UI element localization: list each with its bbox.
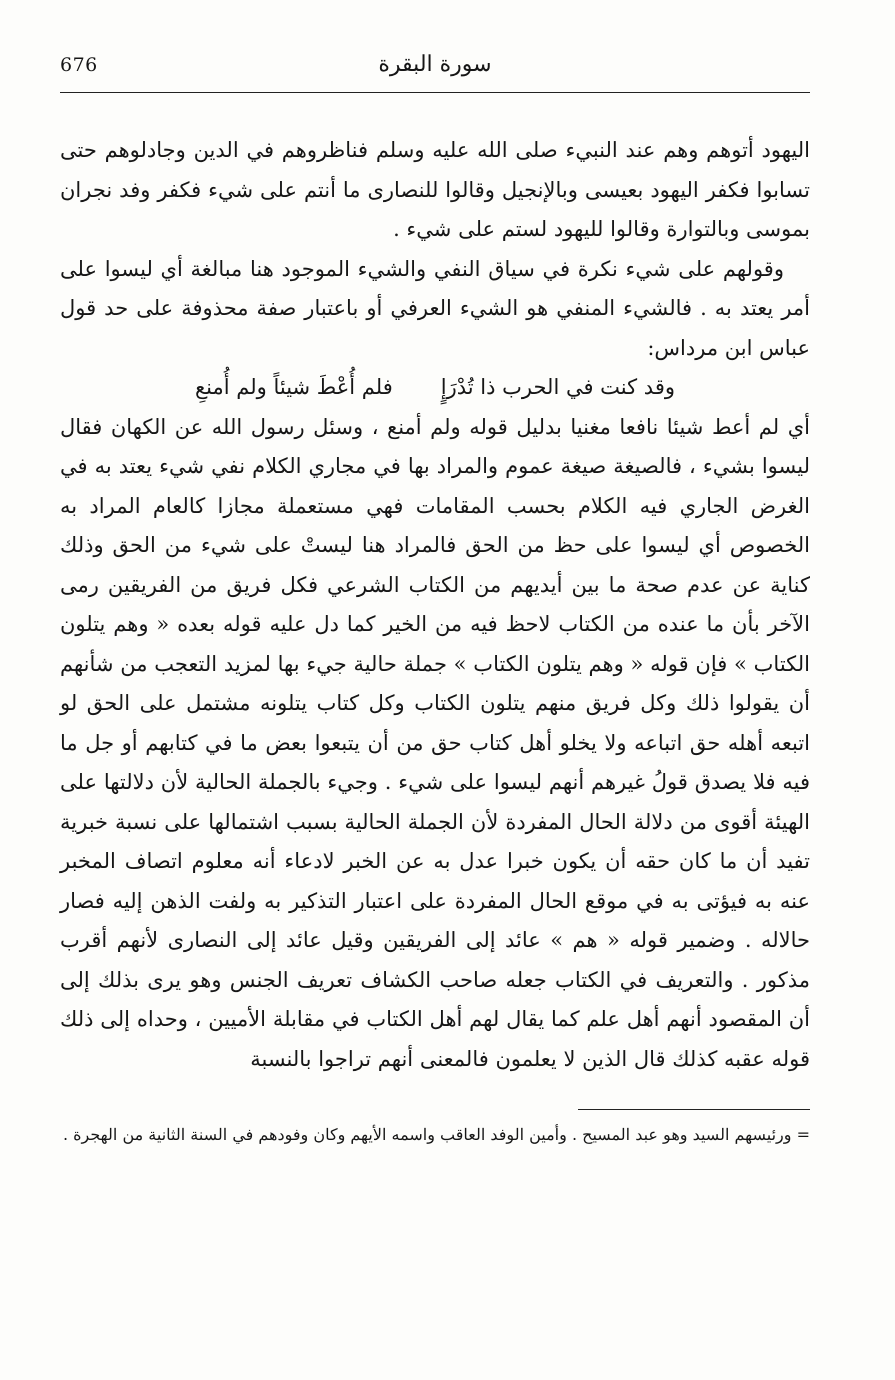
footnote: = ورئيسهم السيد وهو عبد المسيح . وأمين الوفد العاقب واسمه الأيهم وكان وفودهم في السنة الثانية من الهجرة . bbox=[62, 1125, 810, 1144]
verse-hemistich-first: وقد كنت في الحرب ذا تُدْرَإٍ bbox=[440, 375, 676, 399]
footnote-divider bbox=[578, 1109, 810, 1110]
page-header bbox=[60, 40, 810, 93]
page-number: 676 bbox=[60, 54, 98, 76]
poetry-verse bbox=[60, 368, 810, 408]
running-title: سورة البقرة bbox=[378, 52, 492, 77]
verse-hemistich-second: فلم أُعْطَ شيئاً ولم أُمنعِ bbox=[195, 375, 393, 399]
paragraph-continuation: اليهود أتوهم وهم عند النبيء صلى الله عليه وسلم فناظروهم في الدين وجادلوهم حتى تسابوا فكفر اليهود بعيسى وبالإنجيل وقالوا للنصارى ما أنتم على شيء فكفر وفد نجران بموسى وبالتوارة وقالوا لليهود لستم على شيء . bbox=[60, 138, 810, 241]
paragraph-explanation: أي لم أعط شيئا نافعا مغنيا بدليل قوله ولم أمنع ، وسئل رسول الله عن الكهان فقال ليسوا بشيء ، فالصيغة صيغة عموم والمراد بها في مجاري الكلام نفي شيء يعتد به في الغرض الجاري فيه الكلام بحسب المقامات فهي مستعملة مجازا كالعام المراد به الخصوص أي ليسوا على حظ من الحق فالمراد هنا ليستْ على شيء من الحق وذلك كناية عن عدم صحة ما بين أيديهم من الكتاب الشرعي فكل فريق من الفريقين رمى الآخر بأن ما عنده من الكتاب لاحظ فيه من الخير كما دل عليه قوله بعده « وهم يتلون الكتاب » فإن قوله « وهم يتلون الكتاب » جملة حالية جيء بها لمزيد التعجب من شأنهم أن يقولوا ذلك وكل فريق منهم يتلون الكتاب وكل كتاب يتلونه مشتمل على الحق لو اتبعه أهله حق اتباعه ولا يخلو أهل كتاب حق من أن يتبعوا بعض ما في كتابهم أو جل ما فيه فلا يصدق قولُ غيرهم أنهم ليسوا على شيء . وجيء بالجملة الحالية لأن دلالتها على الهيئة أقوى من دلالة الحال المفردة لأن الجملة الحالية بسبب اشتمالها على نسبة خبرية تفيد أن ما كان حقه أن يكون خبرا عدل به عن الخبر لادعاء أنه معلوم اتصاف المخبر عنه به فيؤتى به في موقع الحال المفردة على اعتبار التذكير به ولفت الذهن إليه فصار حالاله . وضمير قوله « هم » عائد إلى الفريقين وقيل عائد إلى النصارى لأنهم أقرب مذكور . والتعريف في الكتاب جعله صاحب الكشاف تعريف الجنس وهو يرى بذلك إلى أن المقصود أنهم أهل علم كما يقال لهم أهل الكتاب في مقابلة الأميين ، وحداه إلى ذلك قوله عقبه كذلك قال الذين لا يعلمون فالمعنى أنهم تراجوا بالنسبة bbox=[60, 414, 810, 1071]
paragraph-commentary: وقولهم على شيء نكرة في سياق النفي والشيء الموجود هنا مبالغة أي ليسوا على أمر يعتد به . فالشيء المنفي هو الشيء العرفي أو باعتبار صفة محذوفة على حد قول عباس ابن مرداس: bbox=[60, 256, 810, 360]
book-page bbox=[60, 40, 810, 1340]
main-text bbox=[60, 131, 810, 1079]
